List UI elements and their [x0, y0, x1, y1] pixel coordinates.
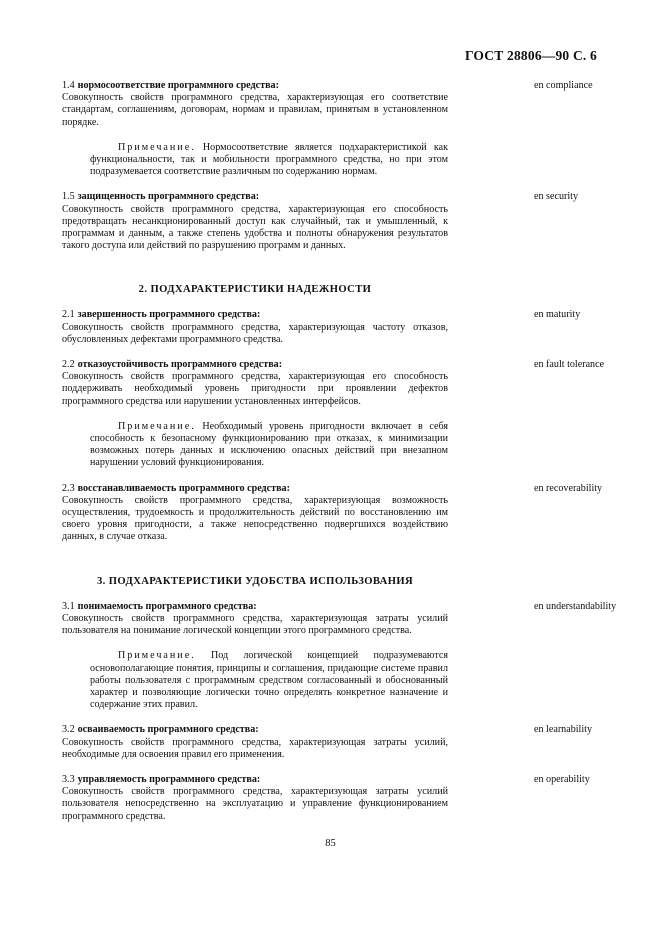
- entry-number: 3.2: [62, 724, 75, 736]
- entry-definition: Совокупность свойств программного средства, характеризующая возможность осуществления, трудоемкость и продолжительность действий по восстановлению им своего уровня пригодности, а также непосредственно подвергшихся воздействию данных, в случае отказа.: [62, 494, 448, 543]
- page-header: ГОСТ 28806—90 С. 6: [464, 48, 597, 63]
- main-content: [62, 80, 617, 836]
- note-2-2: [90, 421, 448, 470]
- entry-term: защищенность программного средства:: [77, 191, 260, 203]
- entry-3-3: [62, 774, 448, 823]
- entry-3-2: [62, 724, 448, 761]
- section-title-2: 2. ПОДХАРАКТЕРИСТИКИ НАДЕЖНОСТИ: [138, 284, 372, 296]
- entry-term: управляемость программного средства:: [77, 773, 261, 785]
- entry-1-5: [62, 191, 448, 252]
- entry-number: 1.5: [62, 191, 75, 203]
- english-term: en operability: [534, 774, 590, 785]
- note-1-4: [90, 142, 448, 179]
- note-text: Необходимый уровень пригодности включает в себя способность к безопасному функционированию при отказах, к минимизации возможных потерь данных и исключению опасных действий при внезапном нарушении условий функционирования.: [90, 420, 448, 469]
- entry-definition: Совокупность свойств программного средства, характеризующая затраты усилий, необходимые для освоения правил его применения.: [62, 736, 448, 760]
- page-number: 85: [325, 838, 336, 849]
- entry-term: восстанавливаемость программного средства:: [77, 482, 290, 494]
- english-term: en learnability: [534, 724, 593, 735]
- entry-term: нормосоответствие программного средства:: [77, 80, 279, 91]
- note-label: Примечание.: [118, 650, 196, 662]
- entry-term: понимаемость программного средства:: [77, 600, 257, 612]
- note-label: Примечание.: [118, 141, 196, 153]
- entry-term: завершенность программного средства:: [77, 309, 261, 321]
- entry-2-2: [62, 359, 448, 408]
- entry-definition: Совокупность свойств программного средства, характеризующая затраты усилий пользователя на понимание логической концепции этого программного средства.: [62, 612, 448, 637]
- entry-definition: Совокупность свойств программного средства, характеризующая его способность поддерживать необходимый уровень пригодности при проявлении дефектов программного средства или нарушении установленных интерфейсов.: [62, 371, 448, 407]
- entry-number: 2.2: [62, 359, 75, 371]
- entry-2-3: [62, 483, 448, 544]
- section-title-3: 3. ПОДХАРАКТЕРИСТИКИ УДОБСТВА ИСПОЛЬЗОВАНИЯ: [96, 575, 414, 587]
- entry-number: 3.3: [62, 773, 75, 785]
- entry-term: отказоустойчивость программного средства:: [77, 359, 283, 371]
- entry-number: 3.1: [62, 600, 75, 612]
- english-term: en understandability: [534, 601, 617, 612]
- entry-number: 2.1: [62, 309, 75, 321]
- entry-number: 1.4: [62, 80, 75, 91]
- english-term: en maturity: [534, 309, 581, 320]
- english-term: en security: [534, 191, 579, 202]
- entry-number: 2.3: [62, 482, 75, 494]
- entry-definition: Совокупность свойств программного средства, характеризующая затраты усилий пользователя непосредственно на эксплуатацию и управление функционированием программного средства.: [62, 786, 448, 822]
- note-label: Примечание.: [118, 420, 196, 432]
- entry-definition: Совокупность свойств программного средства, характеризующая его соответствие стандартам, соглашениям, договорам, нормам и правилам, принятым в установленном порядке.: [62, 92, 448, 128]
- entry-2-1: [62, 309, 448, 346]
- entry-3-1: [62, 601, 448, 638]
- entry-definition: Совокупность свойств программного средства, характеризующая частоту отказов, обусловленных дефектами программного средства.: [62, 321, 448, 345]
- english-term: en compliance: [534, 80, 593, 91]
- entry-definition: Совокупность свойств программного средства, характеризующая его способность предотвращать несанкционированный доступ как случайный, так и умышленный, к программам и данным, а также степень удобства и полноты обнаружения результатов такого доступа или действий по разрушению программ и данных.: [62, 203, 448, 252]
- note-text: Нормосоответствие является подхарактеристикой как функциональности, так и мобильности программного средства, но при этом подразумевается соответствие различным по содержанию нормам.: [90, 141, 448, 178]
- note-3-1: [90, 650, 448, 711]
- english-term: en fault tolerance: [534, 359, 605, 370]
- note-text: Под логической концепцией подразумеваются основополагающие понятия, принципы и соглашения, придающие системе правил работы пользователя с программным средством согласованный и обоснованный характер и позволяющие логически точно определять конкретное назначение и содержание этих правил.: [90, 650, 448, 711]
- english-term: en recoverability: [534, 483, 603, 494]
- entry-1-4: [62, 80, 448, 129]
- entry-term: осваиваемость программного средства:: [77, 724, 259, 736]
